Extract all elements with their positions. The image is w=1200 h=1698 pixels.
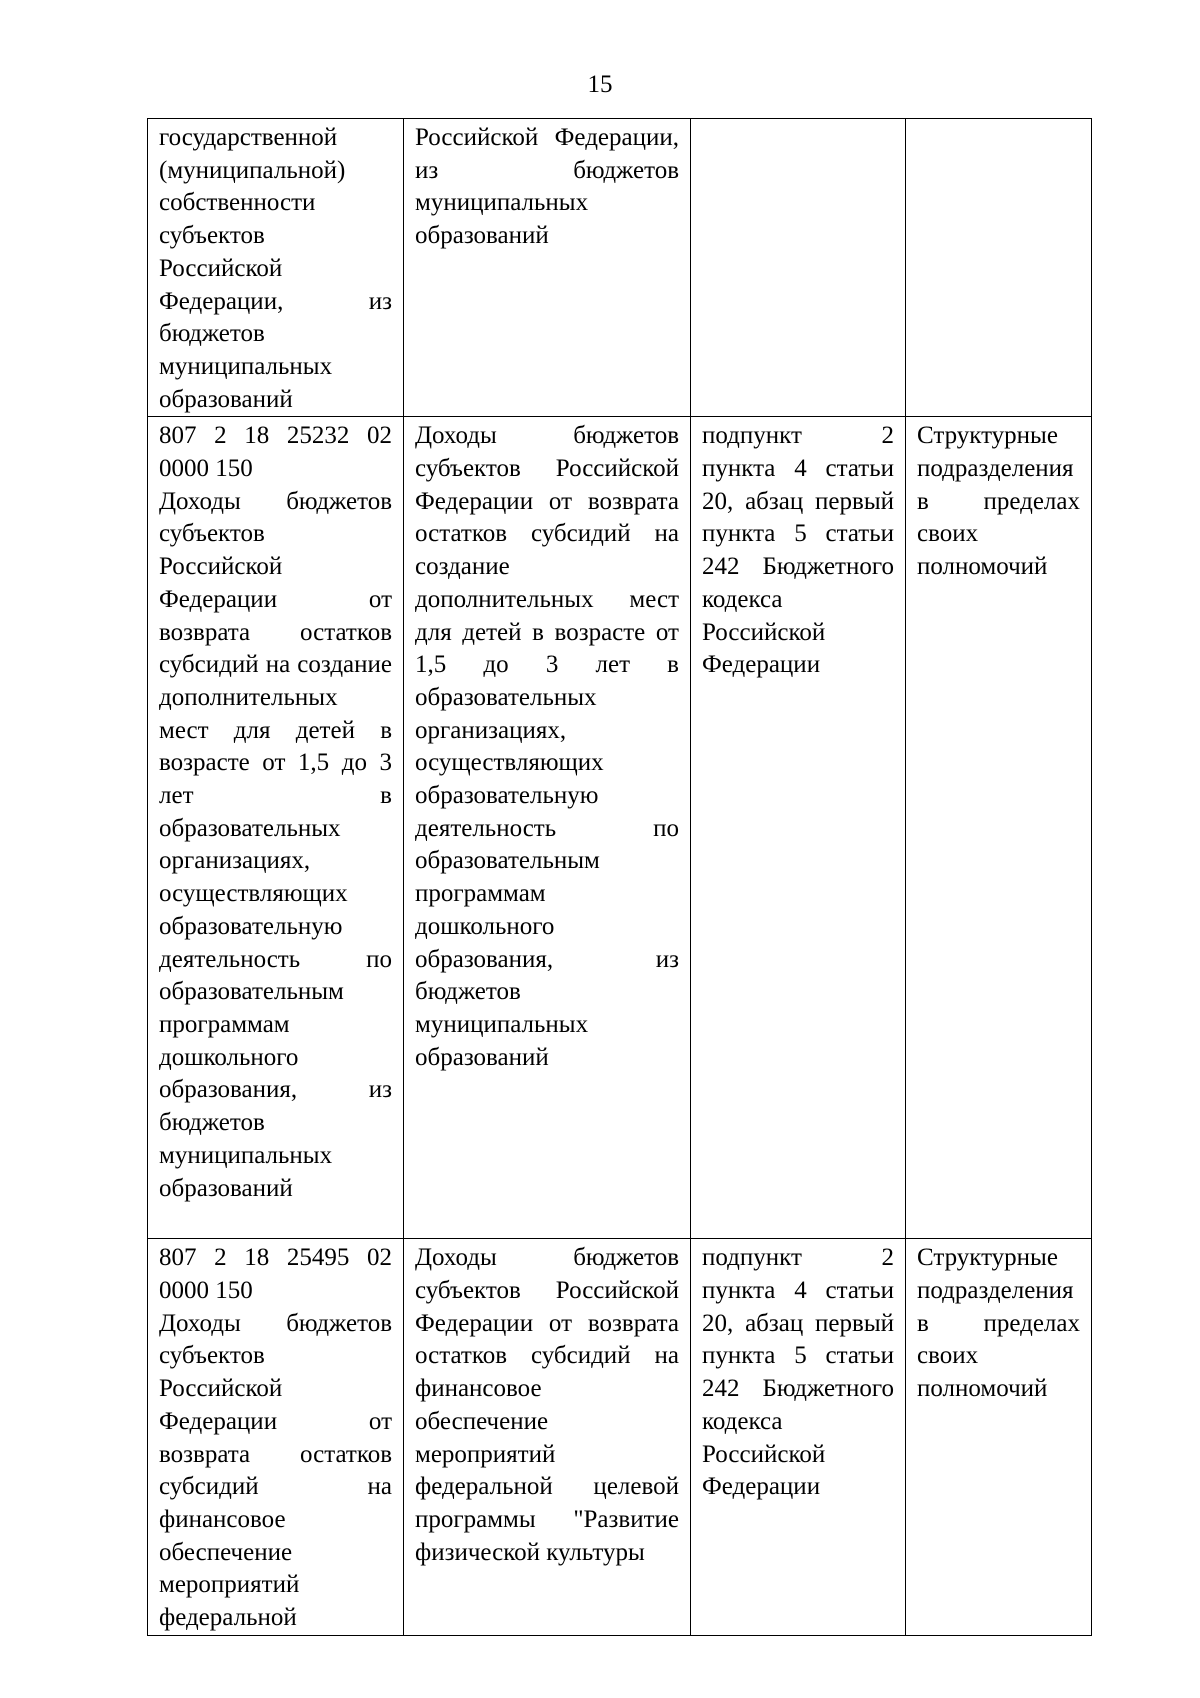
- table-cell-legal-basis: [691, 1239, 906, 1635]
- table-cell-code-and-name: [148, 119, 404, 417]
- table-row: [148, 1239, 1092, 1635]
- cell-text: 807 2 18 25232 02 0000 150 Доходы бюджетов субъектов Российской Федерации от возврата остатков субсидий на создание дополнительных мест для детей в возрасте от 1,5 до 3 лет в образовательных организациях, осуществляющих образовательную деятельность по образовательным программам дошкольного образования, из бюджетов муниципальных образований: [159, 422, 392, 1202]
- cell-text: Доходы бюджетов субъектов Российской Федерации от возврата остатков субсидий на финансовое обеспечение мероприятий федеральной целевой программы "Развитие физической культуры: [415, 1244, 679, 1566]
- cell-text: подпункт 2 пункта 4 статьи 20, абзац первый пункта 5 статьи 242 Бюджетного кодекса Российской Федерации: [702, 1244, 894, 1501]
- page-number: 15: [587, 71, 613, 98]
- table-cell-responsible-unit: [906, 119, 1092, 417]
- table-row: [148, 119, 1092, 417]
- cell-text: 807 2 18 25495 02 0000 150 Доходы бюджетов субъектов Российской Федерации от возврата остатков субсидий на финансовое обеспечение мероприятий федеральной: [159, 1244, 392, 1632]
- cell-text: Структурные подразделения в пределах своих полномочий: [917, 1244, 1080, 1403]
- table-cell-code-and-name: [148, 417, 404, 1239]
- cell-text: Российской Федерации, из бюджетов муниципальных образований: [415, 124, 679, 250]
- cell-text: подпункт 2 пункта 4 статьи 20, абзац первый пункта 5 статьи 242 Бюджетного кодекса Российской Федерации: [702, 422, 894, 679]
- table-cell-revenue-name: [404, 417, 691, 1239]
- table-cell-legal-basis: [691, 119, 906, 417]
- table-cell-revenue-name: [404, 119, 691, 417]
- revenue-codes-table: [147, 118, 1092, 1636]
- cell-text: Доходы бюджетов субъектов Российской Федерации от возврата остатков субсидий на создание дополнительных мест для детей в возрасте от 1,5 до 3 лет в образовательных организациях, осуществляющих образовательную деятельность по образовательным программам дошкольного образования, из бюджетов муниципальных образований: [415, 422, 679, 1071]
- table-cell-revenue-name: [404, 1239, 691, 1635]
- table-row: [148, 417, 1092, 1239]
- table-cell-legal-basis: [691, 417, 906, 1239]
- cell-text: государственной (муниципальной) собственности субъектов Российской Федерации, из бюджетов муниципальных образований: [159, 124, 392, 413]
- cell-text: Структурные подразделения в пределах своих полномочий: [917, 422, 1080, 581]
- table-cell-code-and-name: [148, 1239, 404, 1635]
- table-cell-responsible-unit: [906, 1239, 1092, 1635]
- table-cell-responsible-unit: [906, 417, 1092, 1239]
